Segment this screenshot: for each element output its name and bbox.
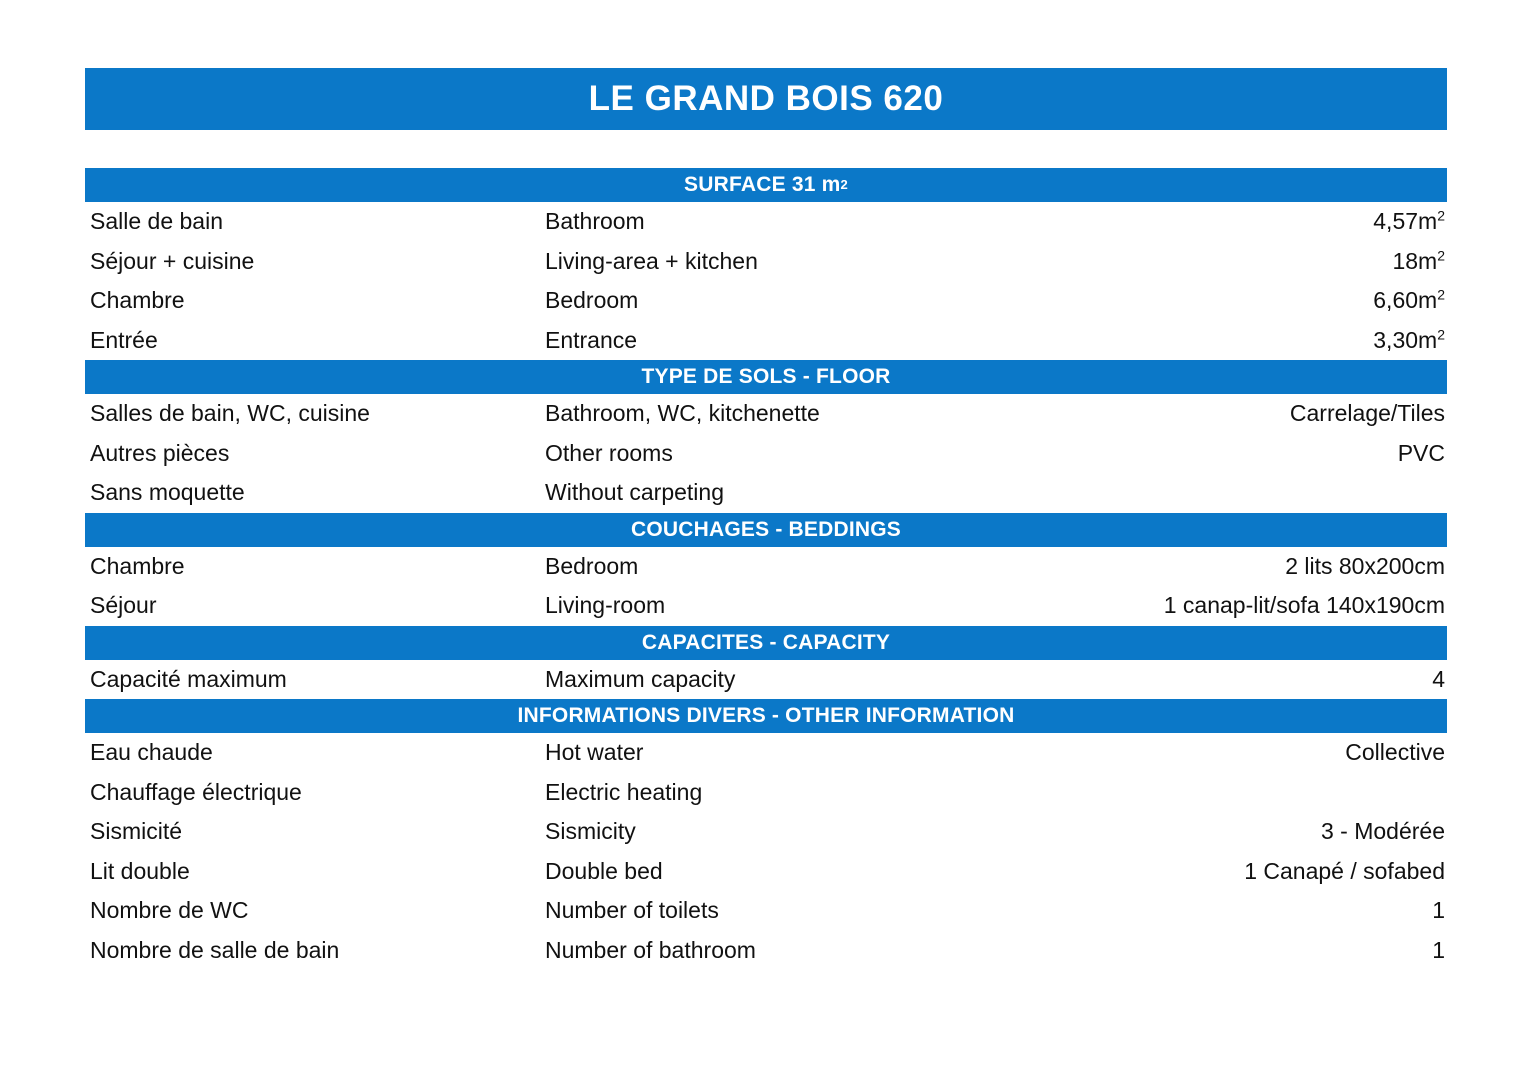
- row-label-fr: Séjour: [90, 592, 157, 618]
- table-row: [85, 773, 1447, 813]
- row-value-superscript: 2: [1437, 325, 1445, 342]
- row-label-en: Hot water: [545, 739, 644, 765]
- section-header: [85, 513, 1447, 547]
- table-row: [85, 321, 1447, 361]
- row-value: [1244, 852, 1447, 892]
- row-label-fr: Capacité maximum: [90, 665, 287, 692]
- row-label-fr: Lit double: [90, 857, 190, 884]
- table-row: [85, 733, 1447, 773]
- row-label-fr: Autres pièces: [90, 439, 230, 466]
- row-value-text: 4,57m: [1373, 208, 1438, 234]
- section: [85, 699, 1447, 970]
- row-value: [1398, 434, 1447, 474]
- row-label-en: Maximum capacity: [545, 665, 736, 692]
- row-value: [1432, 891, 1447, 931]
- row-label-en: Living-area + kitchen: [545, 247, 758, 274]
- row-label-en: Bathroom: [545, 208, 645, 234]
- row-value-text: 1: [1432, 936, 1445, 963]
- row-value: [1432, 931, 1447, 971]
- table-row: [85, 891, 1447, 931]
- row-label-en: Double bed: [545, 857, 663, 884]
- table-row: [85, 394, 1447, 434]
- row-value: [1432, 660, 1447, 700]
- page-title: LE GRAND BOIS 620: [588, 79, 944, 118]
- row-value-superscript: 2: [1437, 207, 1445, 224]
- section-header: [85, 699, 1447, 733]
- sections-container: [85, 168, 1447, 970]
- row-value: [1373, 281, 1447, 321]
- table-row: [85, 434, 1447, 474]
- document-title-bar: [85, 68, 1447, 130]
- table-row: [85, 931, 1447, 971]
- row-label-en: Electric heating: [545, 778, 703, 805]
- row-label-fr: Chambre: [90, 552, 185, 579]
- table-row: [85, 281, 1447, 321]
- row-value-text: Carrelage/Tiles: [1289, 400, 1445, 426]
- row-label-en: Bathroom, WC, kitchenette: [545, 400, 820, 426]
- row-value-text: 1 canap-lit/sofa 140x190cm: [1163, 592, 1445, 618]
- table-row: [85, 242, 1447, 282]
- table-row: [85, 547, 1447, 587]
- section-rows: [85, 394, 1447, 513]
- section-rows: [85, 660, 1447, 700]
- row-value-text: 3 - Modérée: [1320, 818, 1445, 844]
- row-label-en: Number of toilets: [545, 897, 719, 923]
- row-value: [1290, 394, 1447, 434]
- row-value: [1373, 321, 1447, 361]
- row-value-text: 2 lits 80x200cm: [1285, 552, 1445, 579]
- section-header: SURFACE 31 m 2: [85, 168, 1447, 202]
- row-value: [1392, 242, 1447, 282]
- table-row: [85, 812, 1447, 852]
- row-value-text: 18m: [1392, 247, 1438, 274]
- row-value-superscript: 2: [1437, 286, 1445, 303]
- row-label-en: Entrance: [545, 326, 638, 353]
- table-row: [85, 660, 1447, 700]
- section-header-label: CAPACITES - CAPACITY: [641, 630, 891, 654]
- table-row: [85, 586, 1447, 626]
- table-row: [85, 852, 1447, 892]
- row-value-text: 6,60m: [1373, 287, 1438, 313]
- row-value: [1373, 202, 1447, 242]
- row-value-text: 4: [1432, 665, 1445, 692]
- row-label-fr: Salle de bain: [90, 208, 223, 234]
- row-label-en: Bedroom: [545, 287, 639, 313]
- row-value: [1321, 812, 1447, 852]
- row-label-en: Bedroom: [545, 552, 639, 579]
- row-value-superscript: 2: [1437, 246, 1445, 263]
- section-header: [85, 626, 1447, 660]
- table-row: [85, 473, 1447, 513]
- row-label-en: Living-room: [545, 592, 666, 618]
- section: [85, 513, 1447, 626]
- section-header-label: INFORMATIONS DIVERS - OTHER INFORMATION: [517, 704, 1015, 727]
- row-label-fr: Chambre: [90, 287, 185, 313]
- row-label-fr: Eau chaude: [90, 739, 213, 765]
- row-label-fr: Entrée: [90, 326, 158, 353]
- section: [85, 168, 1447, 360]
- row-label-fr: Sans moquette: [90, 479, 245, 505]
- row-value-text: 3,30m: [1373, 326, 1438, 353]
- section-rows: [85, 547, 1447, 626]
- row-label-en: Number of bathroom: [545, 936, 756, 963]
- section: [85, 360, 1447, 513]
- row-label-en: Sismicity: [545, 818, 636, 844]
- row-value-text: Collective: [1345, 739, 1445, 765]
- section-header-label: SURFACE 31 m: [684, 173, 841, 196]
- row-value: [1285, 547, 1447, 587]
- row-label-fr: Nombre de WC: [90, 897, 249, 923]
- section-rows: [85, 733, 1447, 970]
- section-header-label: COUCHAGES - BEDDINGS: [630, 517, 902, 541]
- row-value-text: 1: [1432, 897, 1445, 923]
- row-value: [1164, 586, 1447, 626]
- row-label-en: Other rooms: [545, 439, 673, 466]
- section-header: [85, 360, 1447, 394]
- row-label-en: Without carpeting: [545, 479, 724, 505]
- section-header-label: TYPE DE SOLS - FLOOR: [641, 365, 891, 388]
- row-label-fr: Nombre de salle de bain: [90, 936, 340, 963]
- table-row: [85, 202, 1447, 242]
- row-value-text: PVC: [1397, 439, 1445, 466]
- row-label-fr: Sismicité: [90, 818, 183, 844]
- row-label-fr: Salles de bain, WC, cuisine: [90, 400, 370, 426]
- row-value-text: 1 Canapé / sofabed: [1244, 857, 1445, 884]
- row-label-fr: Chauffage électrique: [90, 778, 302, 805]
- row-value: [1345, 733, 1447, 773]
- section: [85, 626, 1447, 700]
- row-label-fr: Séjour + cuisine: [90, 247, 255, 274]
- section-rows: [85, 202, 1447, 360]
